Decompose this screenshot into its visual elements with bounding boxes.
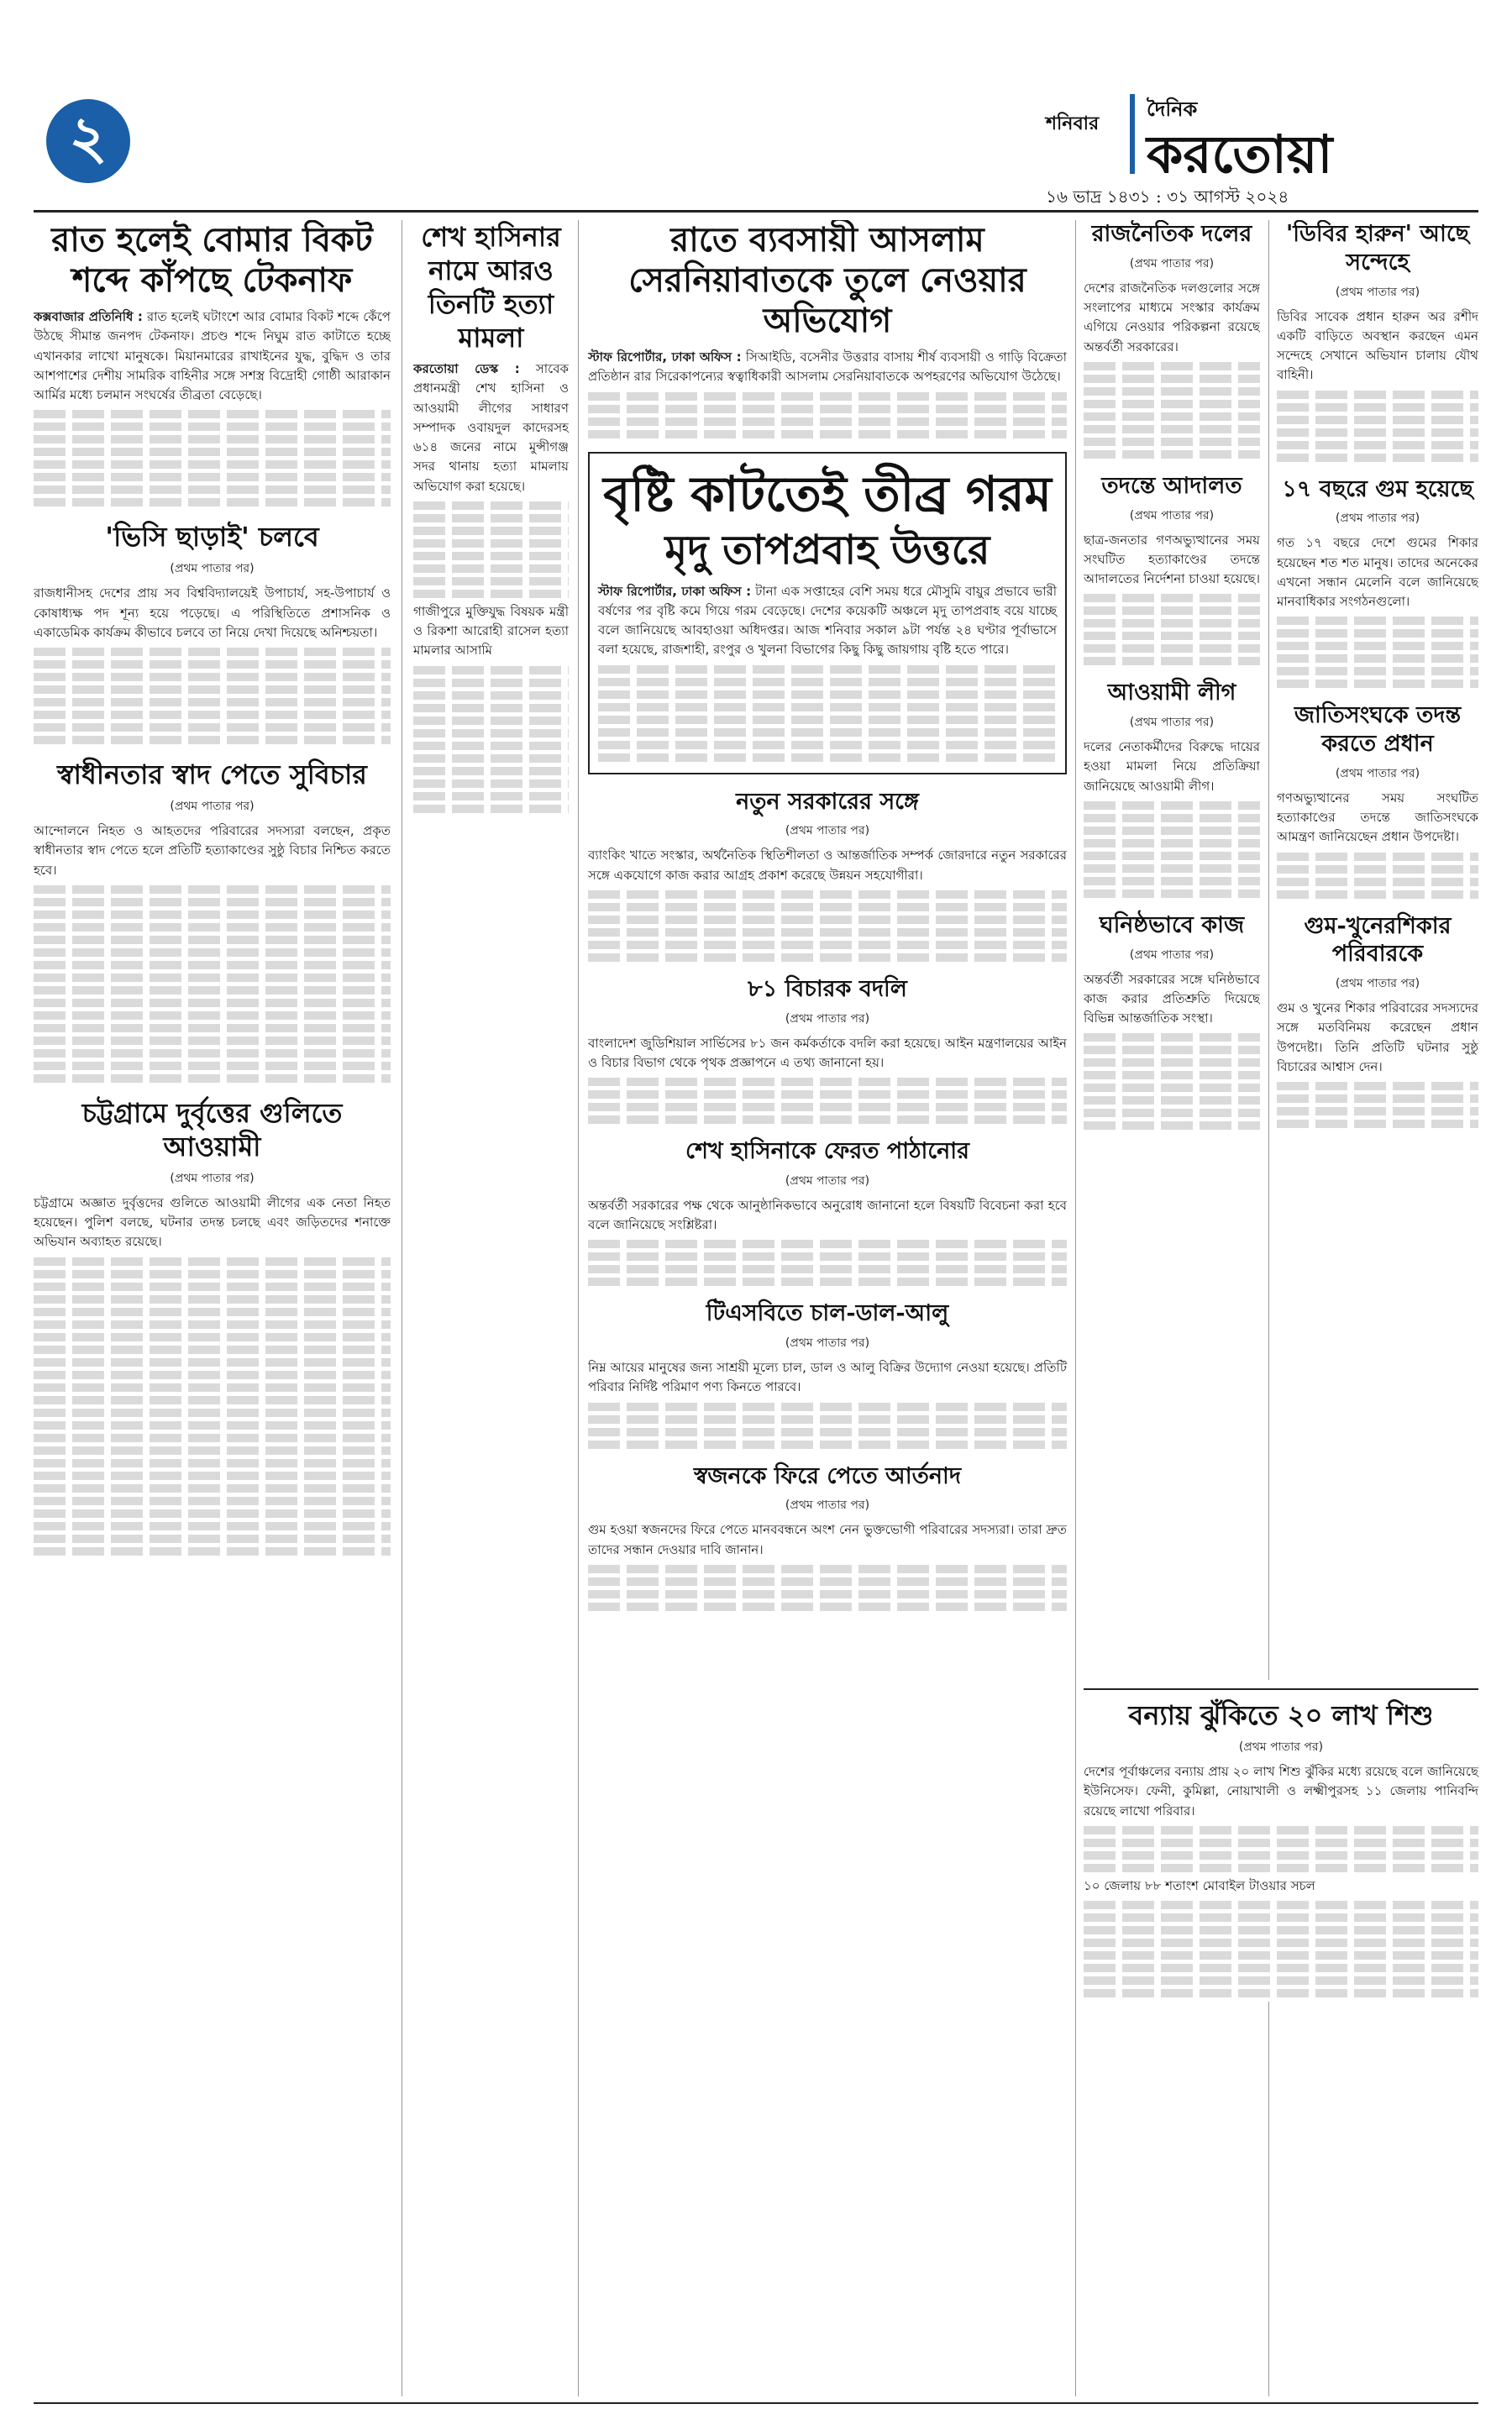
article-tcb [588, 1299, 1067, 1448]
headline-chattogram: চট্টগ্রামে দুর্বৃত্তের গুলিতে আওয়ামী [81, 1096, 343, 1163]
article-body: রাজধানীসহ দেশের প্রায় সব বিশ্ববিদ্যালয়েই উপাচার্য, সহ-উপাচার্য ও কোষাধ্যক্ষ পদ শূন্য হয়ে পড়েছে। এ পরিস্থিতিতে প্রশাসনিক ও একাডেমিক কার্যক্রম কীভাবে চলবে তা নিয়ে দেখা দিয়েছে অনিশ্চয়তা। [34, 585, 391, 640]
article-heat [588, 452, 1067, 774]
article-politics [1084, 220, 1260, 459]
article-bomb [34, 220, 391, 506]
continued-label: (প্রথম পাতার পর) [170, 800, 255, 813]
article-chattogram [34, 1096, 391, 1556]
continued-label: (প্রথম পাতার পর) [785, 1336, 870, 1351]
article-body: অন্তর্বর্তী সরকারের সঙ্গে ঘনিষ্ঠভাবে কাজ করার প্রতিশ্রুতি দিয়েছে বিভিন্ন আন্তর্জাতিক সংস্থা। [1084, 971, 1260, 1026]
article-body: অন্তর্বর্তী সরকারের পক্ষ থেকে আনুষ্ঠানিকভাবে অনুরোধ জানানো হলে বিষয়টি বিবেচনা করা হবে বলে জানিয়েছে সংশ্লিষ্টরা। [588, 1197, 1067, 1233]
column-rule [1268, 220, 1269, 2396]
continued-label: (প্রথম পাতার পর) [785, 1173, 870, 1188]
headline-bomb: রাত হলেই বোমার বিকট শব্দে কাঁপছে টেকনাফ [51, 220, 373, 300]
headline-gum17: ১৭ বছরে গুম হয়েছে [1282, 475, 1473, 502]
continued-label: (প্রথম পাতার পর) [1129, 716, 1215, 729]
headline-freedom: স্বাধীনতার স্বাদ পেতে সুবিচার [57, 758, 367, 790]
footer-rule [34, 2402, 1478, 2404]
continued-label: (প্রথম পাতার পর) [1238, 1740, 1324, 1754]
continued-label: (প্রথম পাতার পর) [1335, 285, 1420, 299]
article-freedom [34, 758, 391, 1083]
headline-tribunal: তদন্তে আদালত [1101, 472, 1242, 499]
article-body: চট্টগ্রামে অজ্ঞাত দুর্বৃত্তদের গুলিতে আওয়ামী লীগের এক নেতা নিহত হয়েছেন। পুলিশ বলছে, ঘটনার তদন্ত চলছে এবং জড়িতদের শনাক্তে অভিযান অব্যাহত রয়েছে। [34, 1194, 391, 1250]
article-close [1084, 911, 1260, 1131]
article-tribunal [1084, 472, 1260, 666]
continued-label: (প্রথম পাতার পর) [1335, 766, 1420, 780]
article-body: দেশের রাজনৈতিক দলগুলোর সঙ্গে সংলাপের মাধ্যমে সংস্কার কার্যক্রম এগিয়ে নেওয়ার পরিকল্পনা রয়েছে অন্তর্বর্তী সরকারের। [1084, 280, 1260, 354]
headline-families: গুম-খুনেরশিকার পরিবারকে [1304, 912, 1452, 968]
column-4 [1084, 220, 1260, 2396]
headline-hasina: শেখ হাসিনার নামে আরও তিনটি হত্যা মামলা [421, 221, 561, 354]
headline-heat-2: মৃদু তাপপ্রবাহ উত্তরে [664, 527, 990, 575]
continued-label: (প্রথম পাতার পর) [1129, 256, 1215, 270]
article-body: গুম ও খুনের শিকার পরিবারের সদস্যদের সঙ্গে মতবিনিময় করেছেন প্রধান উপদেষ্টা। তিনি প্রতিটি ঘটনার সুষ্ঠু বিচারের আশ্বাস দেন। [1277, 1000, 1478, 1074]
article-body: স্টাফ রিপোর্টার, ঢাকা অফিস : সিআইডি, বসেনীর উত্তরার বাসায় শীর্ষ ব্যবসায়ী ও গাড়ি বিক্রেতা প্রতিষ্ঠান রার সিরেকাপন্যের স্বত্বাধিকারী আসলাম সেরনিয়াবাতকে অপহরণের অভিযোগ উঠেছে। [588, 349, 1067, 385]
article-gum17 [1277, 475, 1478, 689]
article-aslam [588, 220, 1067, 438]
article-families [1277, 912, 1478, 1129]
article-hasina [413, 220, 569, 813]
article-body: গত ১৭ বছরে দেশে গুমের শিকার হয়েছেন শত শত মানুষ। তাদের অনেকের এখনো সন্ধান মেলেনি বলে জানিয়েছে মানবাধিকার সংগঠনগুলো। [1277, 535, 1478, 609]
headline-un: জাতিসংঘকে তদন্ত করতে প্রধান [1294, 702, 1462, 757]
column-3 [588, 220, 1067, 2396]
article-judges [588, 975, 1067, 1124]
header-date: ১৬ ভাদ্র ১৪৩১ : ৩১ আগস্ট ২০২৪ [1046, 186, 1289, 207]
headline-tcb: টিএসবিতে চাল-ডাল-আলু [706, 1300, 949, 1327]
article-vc [34, 520, 391, 744]
continued-label: (প্রথম পাতার পর) [170, 1171, 255, 1185]
article-body: ছাত্র-জনতার গণঅভ্যুত্থানের সময় সংঘটিত হত্যাকাণ্ডের তদন্তে আদালতের নির্দেশনা চাওয়া হয়েছে। [1084, 532, 1260, 586]
headline-newgov: নতুন সরকারের সঙ্গে [736, 788, 919, 815]
page-number-badge: ২ [46, 99, 130, 183]
logo-daily: দৈনিক [1147, 97, 1198, 121]
logo-karatoa: করতোয়া [1147, 123, 1333, 185]
article-relatives [588, 1462, 1067, 1611]
column-rule [578, 220, 579, 2396]
continued-label: (প্রথম পাতার পর) [170, 562, 255, 576]
article-newgov [588, 788, 1067, 962]
header-rule [34, 210, 1478, 213]
continued-label: (প্রথম পাতার পর) [1129, 508, 1215, 522]
newspaper-logo [1147, 94, 1483, 185]
article-un [1277, 701, 1478, 898]
article-dbharun [1277, 220, 1478, 462]
column-2 [413, 220, 569, 2396]
header-day: শনিবার [1046, 113, 1100, 134]
headline-awami: আওয়ামী লীগ [1107, 680, 1236, 706]
article-body: ডিবির সাবেক প্রধান হারুন অর রশীদ একটি বাড়িতে অবস্থান করছেন এমন সন্দেহে সেখানে অভিযান চালায় যৌথ বাহিনী। [1277, 308, 1478, 383]
headline-close: ঘনিষ্ঠভাবে কাজ [1099, 911, 1245, 938]
column-1 [34, 220, 391, 2396]
article-body: গুম হওয়া স্বজনদের ফিরে পেতে মানববন্ধনে অংশ নেন ভুক্তভোগী পরিবারের সদস্যরা। তারা দ্রুত তাদের সন্ধান দেওয়ার দাবি জানান। [588, 1522, 1067, 1557]
article-body: করতোয়া ডেস্ক : সাবেক প্রধানমন্ত্রী শেখ হাসিনা ও আওয়ামী লীগের সাধারণ সম্পাদক ওবায়দুল কাদেরসহ ৬১৪ জনের নামে মুন্সীগঞ্জ সদর থানায় হত্যা মামলায় অভিযোগ করা হয়েছে। [413, 361, 569, 494]
column-rule [1075, 220, 1076, 2396]
continued-label: (প্রথম পাতার পর) [1335, 977, 1420, 990]
continued-label: (প্রথম পাতার পর) [1335, 512, 1420, 526]
headline-judges: ৮১ বিচারক বদলি [748, 975, 907, 1002]
article-body: দেশের পূর্বাঞ্চলের বন্যায় প্রায় ২০ লাখ শিশু ঝুঁকির মধ্যে রয়েছে বলে জানিয়েছে ইউনিসেফ। ফেনী, কুমিল্লা, নোয়াখালী ও লক্ষ্মীপুরসহ ১১ জেলায় পানিবন্দি রয়েছে লাখো পরিবার। [1084, 1764, 1478, 1819]
article-subhead: ১০ জেলায় ৮৮ শতাংশ মোবাইল টাওয়ার সচল [1084, 1877, 1315, 1893]
article-return [588, 1137, 1067, 1286]
headline-aslam: রাতে ব্যবসায়ী আসলাম সেরনিয়াবাতকে তুলে নেওয়ার অভিযোগ [628, 220, 1026, 340]
continued-label: (প্রথম পাতার পর) [1129, 947, 1215, 962]
column-5 [1277, 220, 1478, 2396]
article-body: আন্দোলনে নিহত ও আহতদের পরিবারের সদস্যরা বলছেন, প্রকৃত স্বাধীনতার স্বাদ পেতে হলে প্রতিটি হত্যাকাণ্ডের সুষ্ঠু বিচার নিশ্চিত করতে হবে। [34, 823, 391, 878]
headline-politics: রাজনৈতিক দলের [1091, 221, 1252, 247]
headline-return: শেখ হাসিনাকে ফেরত পাঠানোর [685, 1138, 969, 1165]
article-body: কক্সবাজার প্রতিনিধি : রাত হলেই ঘটাংশে আর বোমার বিকট শব্দে কেঁপে উঠছে সীমান্ত জনপদ টেকনাফ। প্রচণ্ড শব্দে নিঘুম রাত কাটাতে হচ্ছে এখানকার লাখো মানুষকে। মিয়ানমারের রাখাইনের যুদ্ধ, বুদ্ধিদ ও তার আশপাশের দেশীয় সামরিক বাহিনীর সঙ্গে সশস্ত্র বিদ্রোহী গোষ্ঠী আরাকান আর্মির মধ্যে চলমান সংঘর্ষের তীব্রতা বেড়েছে। [34, 309, 391, 402]
article-body: দলের নেতাকর্মীদের বিরুদ্ধে দায়ের হওয়া মামলা নিয়ে প্রতিক্রিয়া জানিয়েছে আওয়ামী লীগ। [1084, 739, 1260, 794]
article-subhead: গাজীপুরে মুক্তিযুদ্ধ বিষয়ক মন্ত্রী ও রিকশা আরোহী রাসেল হত্যা মামলার আসামি [413, 603, 569, 659]
article-flood [1084, 1680, 1478, 2002]
headline-heat-1: বৃষ্টি কাটতেই তীব্র গরম [603, 464, 1052, 522]
continued-label: (প্রথম পাতার পর) [785, 1498, 870, 1513]
article-body: বাংলাদেশ জুডিশিয়াল সার্ভিসের ৮১ জন কর্মকর্তাকে বদলি করা হয়েছে। আইন মন্ত্রণালয়ের আইন ও বিচার বিভাগ থেকে পৃথক প্রজ্ঞাপনে এ তথ্য জানানো হয়। [588, 1035, 1067, 1070]
article-body: নিম্ন আয়ের মানুষের জন্য সাশ্রয়ী মূল্যে চাল, ডাল ও আলু বিক্রির উদ্যোগ নেওয়া হয়েছে। প্রতিটি পরিবার নির্দিষ্ট পরিমাণ পণ্য কিনতে পারবে। [588, 1360, 1067, 1395]
headline-dbharun: 'ডিবির হারুন' আছে সন্দেহে [1285, 221, 1470, 276]
headline-flood: বন্যায় ঝুঁকিতে ২০ লাখ শিশু [1128, 1699, 1434, 1731]
article-body: স্টাফ রিপোর্টার, ঢাকা অফিস : টানা এক সপ্তাহের বেশি সময় ধরে মৌসুমি বায়ুর প্রভাবে ভারী বর্ষণের পর বৃষ্টি কমে গিয়ে গরম বেড়েছে। দেশের কয়েকটি অঞ্চলে মৃদু তাপপ্রবাহ বয়ে যাচ্ছে বলে জানিয়েছে আবহাওয়া অধিদপ্তর। আজ শনিবার সকাল ৯টা পর্যন্ত ২৪ ঘণ্টার পূর্বাভাসে বলা হয়েছে, রাজশাহী, রংপুর ও খুলনা বিভাগের কিছু কিছু জায়গায় বৃষ্টি হতে পারে। [598, 583, 1057, 658]
headline-vc: 'ভিসি ছাড়াই' চলবে [105, 521, 319, 554]
headline-relatives: স্বজনকে ফিরে পেতে আর্তনাদ [693, 1462, 962, 1489]
continued-label: (প্রথম পাতার পর) [785, 824, 870, 838]
continued-label: (প্রথম পাতার পর) [785, 1011, 870, 1026]
article-awami [1084, 679, 1260, 898]
article-body: গণঅভ্যুত্থানের সময় সংঘটিত হত্যাকাণ্ডের তদন্তে জাতিসংঘকে আমন্ত্রণ জানিয়েছেন প্রধান উপদেষ্টা। [1277, 790, 1478, 845]
header-accent-bar [1130, 94, 1135, 174]
article-body: ব্যাংকিং খাতে সংস্কার, অর্থনৈতিক স্থিতিশীলতা ও আন্তর্জাতিক সম্পর্ক জোরদারে নতুন সরকারের সঙ্গে একযোগে কাজ করার আগ্রহ প্রকাশ করেছে উন্নয়ন সহযোগীরা। [588, 848, 1067, 883]
